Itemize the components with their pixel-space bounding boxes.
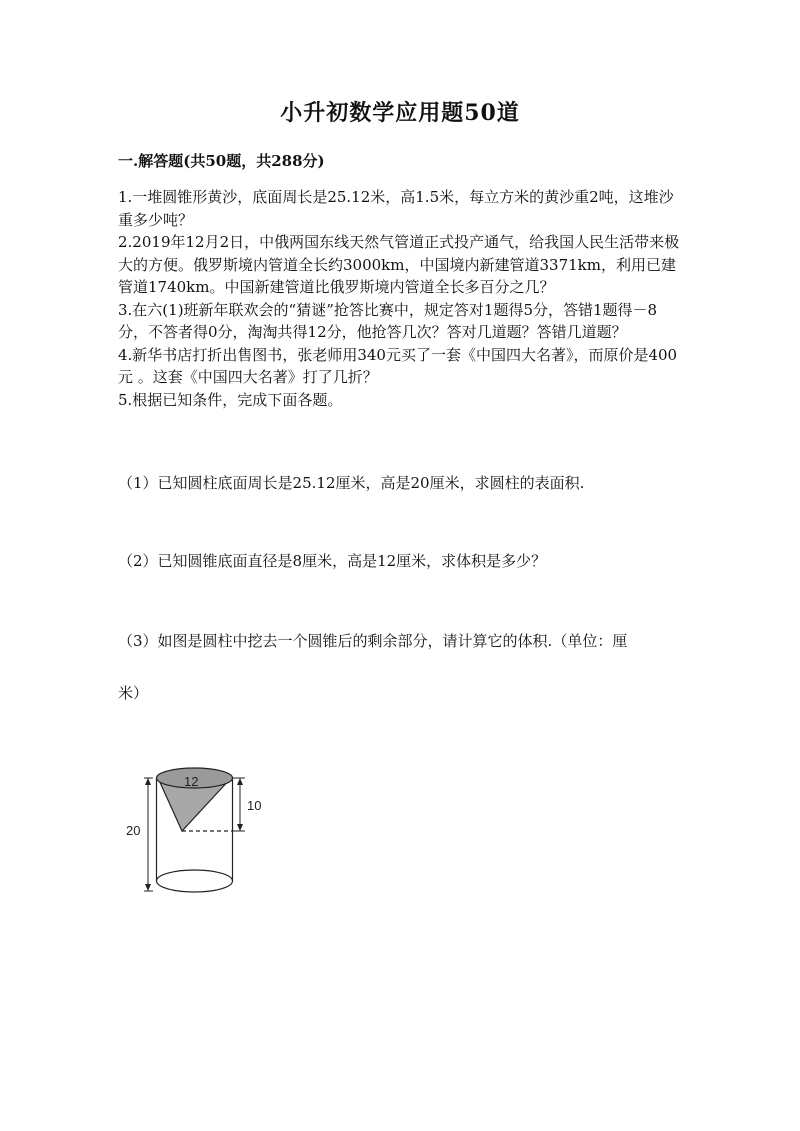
sub-question-1: （1）已知圆柱底面周长是25.12厘米，高是20厘米，求圆柱的表面积. [118,474,585,492]
sub-question-3: （3）如图是圆柱中挖去一个圆锥后的剩余部分，请计算它的体积.（单位：厘 [118,632,628,650]
figure-svg [120,760,280,900]
question-3: 3.在六(1)班新年联欢会的“猜谜”抢答比赛中，规定答对1题得5分，答错1题得－8分，不答者得0分，淘淘共得12分，他抢答几次？答对几道题？答错几道题？ [118,300,658,341]
section-heading: 一.解答题(共50题，共288分) [118,152,325,170]
question-2: 2.2019年12月2日，中俄两国东线天然气管道正式投产通气，给我国人民生活带来极大的方便。俄罗斯境内管道全长约3000km，中国境内新建管道3371km，利用已建管道1740km。中国新建管道比俄罗斯境内管道全长多百分之几？ [118,233,680,296]
question-1: 1.一堆圆锥形黄沙，底面周长是25.12米，高1.5米，每立方米的黄沙重2吨，这堆沙重多少吨？ [118,188,674,229]
cylinder-bottom-ellipse [157,870,233,892]
question-4: 4.新华书店打折出售图书，张老师用340元买了一套《中国四大名著》，而原价是400元 。这套《中国四大名著》打了几折？ [118,345,678,386]
label-diameter-12: 12 [184,774,199,789]
sub-question-3-continued: 米） [118,684,149,702]
question-5: 5.根据已知条件，完成下面各题。 [118,390,343,409]
sub-question-2: （2）已知圆锥底面直径是8厘米，高是12厘米，求体积是多少？ [118,552,547,570]
page-title: 小升初数学应用题50道 [280,100,520,126]
question-list [118,186,680,411]
cylinder-cone-figure [120,760,280,900]
label-cylinder-height-20: 20 [126,823,141,838]
label-cone-height-10: 10 [247,798,262,813]
